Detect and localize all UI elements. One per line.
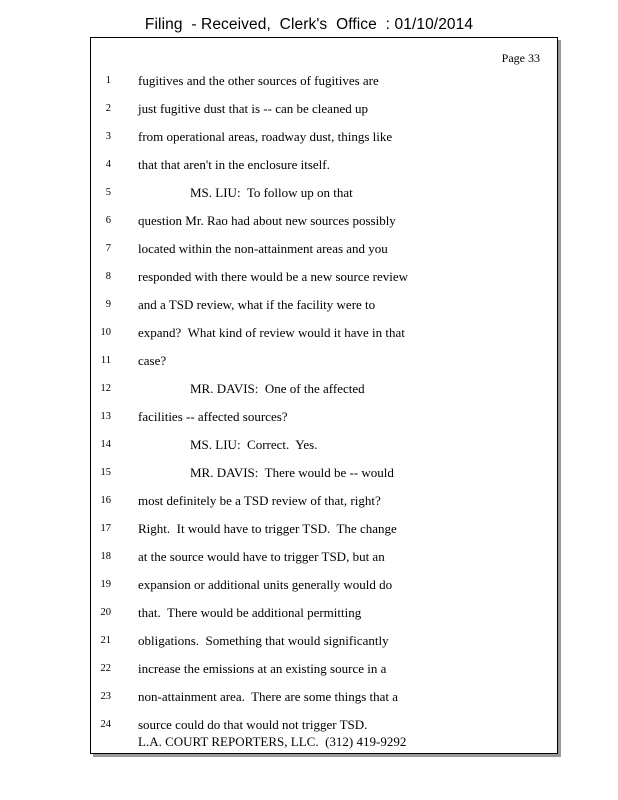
transcript-line bbox=[91, 659, 557, 679]
transcript-line bbox=[91, 267, 557, 287]
line-text: question Mr. Rao had about new sources possibly bbox=[138, 213, 396, 228]
line-number: 3 bbox=[105, 131, 111, 142]
line-number: 10 bbox=[100, 327, 111, 338]
transcript-line bbox=[91, 491, 557, 511]
line-number: 14 bbox=[100, 439, 111, 450]
line-text: at the source would have to trigger TSD, but an bbox=[138, 549, 385, 564]
line-text: MR. DAVIS: There would be -- would bbox=[190, 465, 394, 480]
line-number: 23 bbox=[100, 691, 111, 702]
line-number: 19 bbox=[100, 579, 111, 590]
transcript-line bbox=[91, 603, 557, 623]
line-number: 13 bbox=[100, 411, 111, 422]
line-text: located within the non-attainment areas and you bbox=[138, 241, 388, 256]
transcript-line bbox=[91, 575, 557, 595]
line-text: that. There would be additional permitting bbox=[138, 605, 362, 620]
line-text: most definitely be a TSD review of that, right? bbox=[138, 493, 381, 508]
line-number: 20 bbox=[100, 607, 111, 618]
transcript-line bbox=[91, 435, 557, 455]
transcript-line bbox=[91, 211, 557, 231]
line-text: facilities -- affected sources? bbox=[138, 409, 288, 424]
transcript-line bbox=[91, 127, 557, 147]
line-text: non-attainment area. There are some things that a bbox=[138, 689, 399, 704]
filing-header: Filing - Received, Clerk's Office : 01/10/2014 bbox=[144, 16, 474, 33]
line-number: 9 bbox=[105, 299, 111, 310]
line-number: 1 bbox=[105, 75, 111, 86]
reporter-footer: L.A. COURT REPORTERS, LLC. (312) 419-9292 bbox=[138, 734, 407, 749]
line-text: just fugitive dust that is -- can be cleaned up bbox=[138, 101, 368, 116]
transcript-line bbox=[91, 715, 557, 735]
transcript-line bbox=[91, 631, 557, 651]
line-number: 2 bbox=[105, 103, 111, 114]
line-number: 6 bbox=[105, 215, 111, 226]
line-text: fugitives and the other sources of fugitives are bbox=[138, 73, 379, 88]
line-text: MS. LIU: To follow up on that bbox=[190, 185, 353, 200]
line-number: 12 bbox=[100, 383, 111, 394]
transcript-line bbox=[91, 99, 557, 119]
line-number: 15 bbox=[100, 467, 111, 478]
line-text: Right. It would have to trigger TSD. The change bbox=[138, 521, 397, 536]
transcript-line bbox=[91, 519, 557, 539]
transcript-line bbox=[91, 71, 557, 91]
transcript-line bbox=[91, 547, 557, 567]
line-text: obligations. Something that would significantly bbox=[138, 633, 389, 648]
transcript-line bbox=[91, 295, 557, 315]
transcript-line bbox=[91, 407, 557, 427]
page-number: Page 33 bbox=[501, 51, 540, 65]
transcript-line bbox=[91, 239, 557, 259]
line-number: 5 bbox=[105, 187, 111, 198]
transcript-line bbox=[91, 379, 557, 399]
line-number: 21 bbox=[100, 635, 111, 646]
line-text: MR. DAVIS: One of the affected bbox=[190, 381, 365, 396]
transcript-line bbox=[91, 351, 557, 371]
line-text: source could do that would not trigger TSD. bbox=[138, 717, 368, 732]
transcript-line bbox=[91, 155, 557, 175]
line-text: and a TSD review, what if the facility were to bbox=[138, 297, 376, 312]
line-text: expand? What kind of review would it have in that bbox=[138, 325, 405, 340]
line-text: from operational areas, roadway dust, things like bbox=[138, 129, 393, 144]
line-number: 11 bbox=[100, 355, 111, 366]
line-text: increase the emissions at an existing source in a bbox=[138, 661, 387, 676]
line-text: expansion or additional units generally would do bbox=[138, 577, 393, 592]
line-text: MS. LIU: Correct. Yes. bbox=[190, 437, 318, 452]
transcript-line bbox=[91, 463, 557, 483]
line-number: 17 bbox=[100, 523, 111, 534]
transcript-line bbox=[91, 323, 557, 343]
line-number: 7 bbox=[105, 243, 111, 254]
line-number: 22 bbox=[100, 663, 111, 674]
line-number: 8 bbox=[105, 271, 111, 282]
transcript-line bbox=[91, 687, 557, 707]
transcript-page bbox=[90, 37, 558, 754]
line-number: 18 bbox=[100, 551, 111, 562]
line-number: 4 bbox=[105, 159, 111, 170]
transcript-line bbox=[91, 183, 557, 203]
line-text: that that aren't in the enclosure itself. bbox=[138, 157, 330, 172]
line-text: case? bbox=[138, 353, 167, 368]
line-number: 16 bbox=[100, 495, 111, 506]
line-number: 24 bbox=[100, 719, 111, 730]
line-text: responded with there would be a new source review bbox=[138, 269, 409, 284]
